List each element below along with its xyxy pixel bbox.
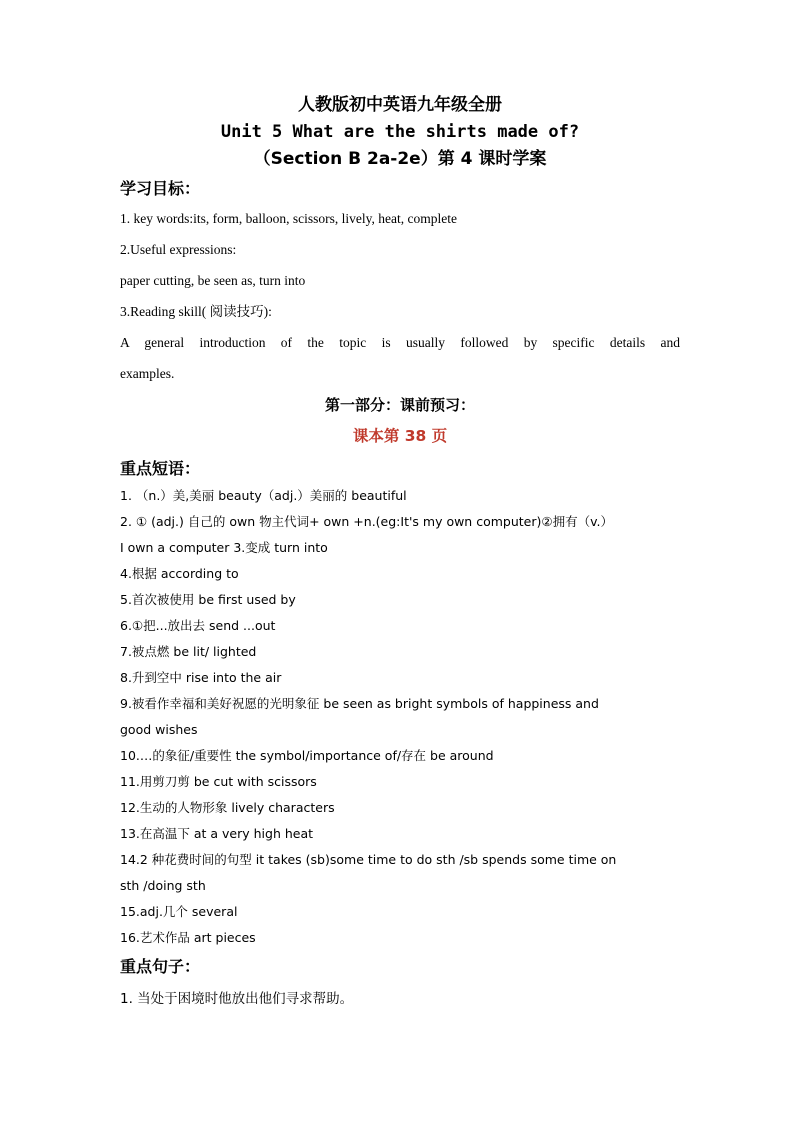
list-item: 15.adj.几个 several — [120, 904, 238, 919]
list-item: 9.被看作幸福和美好祝愿的光明象征 be seen as bright symbols of happiness and — [120, 696, 599, 711]
list-item: 13.在高温下 at a very high heat — [120, 826, 314, 841]
phrases-heading: 重点短语： — [120, 459, 201, 478]
objective-key-words: 1. key words:its, form, balloon, scissors, lively, heat, complete — [120, 211, 457, 226]
reading-skill-text-end: examples. — [120, 366, 175, 381]
list-item: sth /doing sth — [120, 878, 206, 893]
unit-title: Unit 5 What are the shirts made of? — [220, 122, 580, 142]
list-item: 7.被点燃 be lit/ lighted — [120, 644, 257, 659]
part1-heading: 第一部分：课前预习： — [324, 396, 475, 414]
section-subtitle: （Section B 2a-2e）第 4 课时学案 — [253, 149, 547, 169]
list-item: 6.①把...放出去 send ...out — [120, 618, 276, 633]
list-item: 8.升到空中 rise into the air — [120, 670, 282, 685]
list-item: 4.根据 according to — [120, 566, 239, 581]
list-item: 12.生动的人物形象 lively characters — [120, 800, 335, 815]
list-item: 16.艺术作品 art pieces — [120, 930, 256, 945]
document-page — [120, 92, 680, 1013]
list-item: good wishes — [120, 722, 198, 737]
reading-skill-text: A general introduction of the topic is usually followed by specific details and — [120, 335, 680, 350]
textbook-page: 课本第 38 页 — [352, 427, 448, 445]
objective-expressions: paper cutting, be seen as, turn into — [120, 273, 306, 288]
objective-reading-skill: 3.Reading skill( 阅读技巧): — [120, 304, 272, 319]
phrase-list — [120, 483, 680, 951]
list-item: 2. ① (adj.) 自己的 own 物主代词+ own +n.(eg:It's my own computer)②拥有（v.） — [120, 514, 613, 529]
sentence-item: 1. 当处于困境时他放出他们寻求帮助。 — [120, 991, 354, 1007]
list-item: 11.用剪刀剪 be cut with scissors — [120, 774, 317, 789]
list-item: 10.…的象征/重要性 the symbol/importance of/存在 be around — [120, 748, 494, 763]
list-item: 1. （n.）美,美丽 beauty（adj.）美丽的 beautiful — [120, 488, 407, 503]
objectives-heading: 学习目标： — [120, 179, 201, 198]
objective-expressions-label: 2.Useful expressions: — [120, 242, 237, 257]
document-title: 人教版初中英语九年级全册 — [298, 95, 502, 115]
list-item: 14.2 种花费时间的句型 it takes (sb)some time to do sth /sb spends some time on — [120, 852, 617, 867]
list-item: I own a computer 3.变成 turn into — [120, 540, 328, 555]
sentences-heading: 重点句子： — [120, 957, 201, 976]
list-item: 5.首次被使用 be first used by — [120, 592, 296, 607]
